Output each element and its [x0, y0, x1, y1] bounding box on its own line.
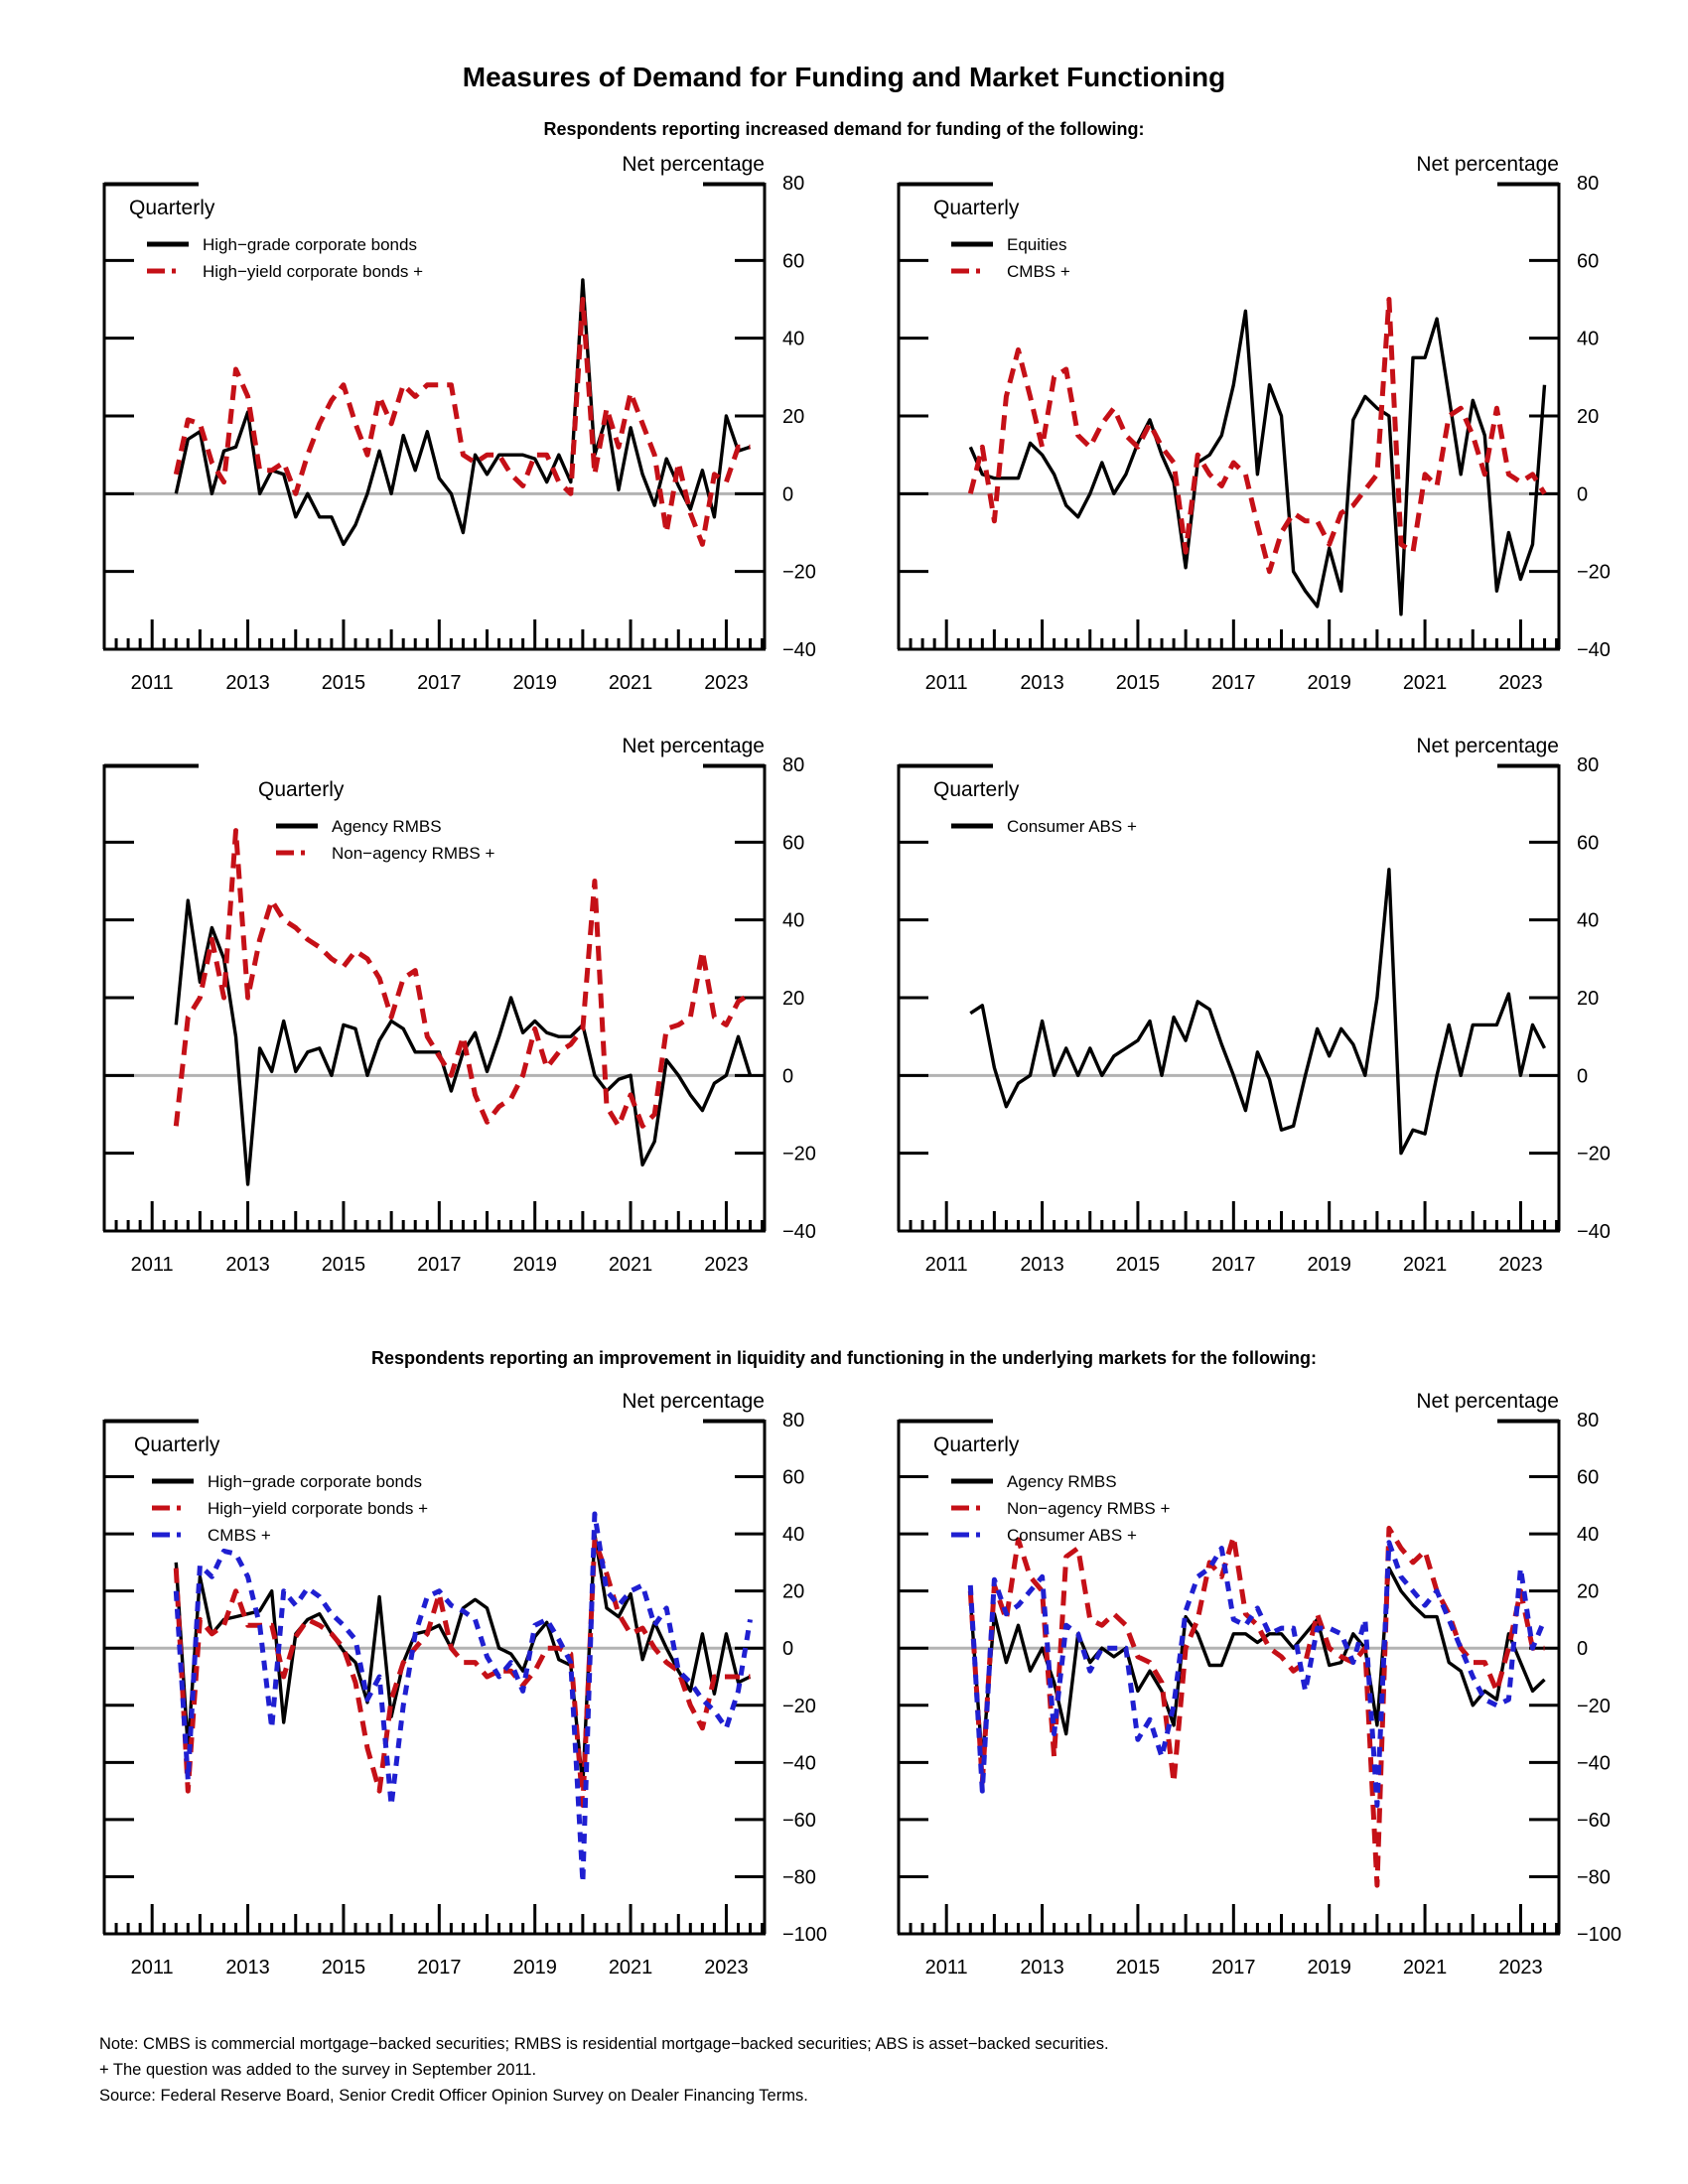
svg-text:−20: −20: [1577, 1143, 1611, 1165]
svg-text:2019: 2019: [512, 672, 557, 694]
svg-text:2021: 2021: [608, 672, 653, 694]
svg-text:Agency RMBS: Agency RMBS: [1007, 1472, 1117, 1491]
svg-text:Consumer ABS +: Consumer ABS +: [1007, 817, 1137, 836]
svg-text:2023: 2023: [1498, 1957, 1543, 1979]
svg-text:−80: −80: [1577, 1866, 1611, 1889]
svg-text:2015: 2015: [1115, 1254, 1161, 1276]
svg-text:0: 0: [1577, 1065, 1589, 1088]
svg-text:2013: 2013: [225, 672, 270, 694]
svg-text:−20: −20: [782, 561, 816, 584]
svg-text:2019: 2019: [512, 1254, 557, 1276]
page-title: Measures of Demand for Funding and Market Functioning: [462, 62, 1226, 92]
svg-text:2021: 2021: [1402, 1254, 1448, 1276]
svg-text:80: 80: [1577, 173, 1600, 195]
svg-text:2011: 2011: [924, 672, 968, 694]
svg-text:−80: −80: [782, 1866, 816, 1889]
svg-text:Net percentage: Net percentage: [622, 153, 765, 176]
svg-text:2017: 2017: [417, 672, 462, 694]
svg-text:CMBS +: CMBS +: [208, 1526, 271, 1545]
svg-text:Quarterly: Quarterly: [129, 197, 215, 219]
svg-text:60: 60: [782, 832, 805, 855]
chart-demand-corporate-bonds: [89, 138, 884, 709]
svg-text:2015: 2015: [321, 1957, 366, 1979]
svg-text:2013: 2013: [1020, 1254, 1064, 1276]
svg-text:Quarterly: Quarterly: [933, 1433, 1020, 1456]
svg-text:Net percentage: Net percentage: [622, 735, 765, 757]
svg-text:Net percentage: Net percentage: [1416, 735, 1559, 757]
svg-text:−40: −40: [782, 1752, 816, 1775]
svg-text:−40: −40: [782, 1221, 816, 1243]
svg-text:−20: −20: [1577, 561, 1611, 584]
svg-text:2019: 2019: [1307, 672, 1351, 694]
svg-text:Net percentage: Net percentage: [622, 1390, 765, 1413]
svg-text:Non−agency RMBS +: Non−agency RMBS +: [1007, 1499, 1171, 1518]
chart-liquidity-rmbs-abs: [884, 1375, 1678, 1993]
svg-text:2021: 2021: [1402, 1957, 1448, 1979]
svg-text:High−grade corporate bonds: High−grade corporate bonds: [208, 1472, 422, 1491]
svg-text:60: 60: [1577, 250, 1600, 273]
svg-text:2011: 2011: [130, 672, 174, 694]
svg-text:2021: 2021: [608, 1957, 653, 1979]
svg-text:2021: 2021: [1402, 672, 1448, 694]
svg-text:−20: −20: [782, 1143, 816, 1165]
svg-text:2015: 2015: [1115, 672, 1161, 694]
svg-text:20: 20: [782, 988, 805, 1010]
svg-text:20: 20: [1577, 988, 1600, 1010]
svg-text:High−yield corporate bonds +: High−yield corporate bonds +: [208, 1499, 429, 1518]
svg-text:80: 80: [1577, 754, 1600, 776]
svg-text:2017: 2017: [417, 1957, 462, 1979]
svg-text:2017: 2017: [1211, 1254, 1256, 1276]
svg-text:−40: −40: [1577, 1752, 1611, 1775]
svg-text:−100: −100: [1577, 1924, 1622, 1946]
svg-text:−60: −60: [1577, 1809, 1611, 1832]
svg-text:20: 20: [782, 1580, 805, 1603]
svg-text:2011: 2011: [130, 1957, 174, 1979]
svg-text:−40: −40: [1577, 1221, 1611, 1243]
svg-text:Quarterly: Quarterly: [258, 778, 345, 801]
svg-text:2011: 2011: [924, 1957, 968, 1979]
svg-text:Quarterly: Quarterly: [933, 778, 1020, 801]
svg-text:2023: 2023: [704, 672, 749, 694]
svg-text:−60: −60: [782, 1809, 816, 1832]
svg-text:0: 0: [782, 1638, 794, 1661]
svg-text:−100: −100: [782, 1924, 828, 1946]
svg-text:80: 80: [782, 754, 805, 776]
svg-text:2019: 2019: [1307, 1957, 1351, 1979]
footnotes: [99, 2031, 1109, 2109]
svg-text:Non−agency RMBS +: Non−agency RMBS +: [332, 844, 495, 863]
svg-text:2023: 2023: [704, 1254, 749, 1276]
svg-text:2019: 2019: [512, 1957, 557, 1979]
svg-text:0: 0: [782, 483, 794, 506]
svg-text:2011: 2011: [130, 1254, 174, 1276]
svg-text:2015: 2015: [321, 1254, 366, 1276]
section1-subtitle: Respondents reporting increased demand for funding of the following:: [543, 119, 1145, 139]
svg-text:−40: −40: [782, 639, 816, 661]
svg-text:Consumer ABS +: Consumer ABS +: [1007, 1526, 1137, 1545]
svg-text:2015: 2015: [321, 672, 366, 694]
svg-text:−20: −20: [1577, 1695, 1611, 1717]
svg-text:2023: 2023: [704, 1957, 749, 1979]
svg-text:0: 0: [1577, 1638, 1589, 1661]
svg-text:2021: 2021: [608, 1254, 653, 1276]
svg-text:60: 60: [1577, 1466, 1600, 1489]
footnote-source: Source: Federal Reserve Board, Senior Credit Officer Opinion Survey on Dealer Financing Terms.: [99, 2087, 808, 2105]
svg-text:2011: 2011: [924, 1254, 968, 1276]
svg-text:40: 40: [782, 1524, 805, 1547]
svg-text:40: 40: [782, 328, 805, 350]
svg-text:2013: 2013: [1020, 672, 1064, 694]
svg-text:60: 60: [782, 250, 805, 273]
svg-text:20: 20: [1577, 1580, 1600, 1603]
svg-text:Net percentage: Net percentage: [1416, 153, 1559, 176]
svg-text:2013: 2013: [225, 1254, 270, 1276]
svg-text:Quarterly: Quarterly: [933, 197, 1020, 219]
chart-demand-equities-cmbs: [884, 138, 1678, 709]
svg-text:2015: 2015: [1115, 1957, 1161, 1979]
chart-demand-consumer-abs: [884, 720, 1678, 1291]
svg-text:0: 0: [782, 1065, 794, 1088]
svg-text:2017: 2017: [417, 1254, 462, 1276]
svg-text:Quarterly: Quarterly: [134, 1433, 220, 1456]
svg-text:80: 80: [1577, 1410, 1600, 1432]
footnote-definitions: Note: CMBS is commercial mortgage−backed securities; RMBS is residential mortgage−backed securities; ABS is asset−backed securities.: [99, 2035, 1109, 2053]
svg-text:40: 40: [1577, 909, 1600, 932]
svg-text:Agency RMBS: Agency RMBS: [332, 817, 442, 836]
footnote-plus: + The question was added to the survey in September 2011.: [99, 2061, 537, 2079]
svg-text:Equities: Equities: [1007, 235, 1067, 254]
svg-text:40: 40: [1577, 1524, 1600, 1547]
svg-text:80: 80: [782, 1410, 805, 1432]
svg-text:−40: −40: [1577, 639, 1611, 661]
svg-text:20: 20: [1577, 406, 1600, 428]
svg-text:Net percentage: Net percentage: [1416, 1390, 1559, 1413]
svg-text:2017: 2017: [1211, 672, 1256, 694]
svg-text:2013: 2013: [1020, 1957, 1064, 1979]
section2-subtitle: Respondents reporting an improvement in liquidity and functioning in the underlying markets for the following:: [370, 1348, 1318, 1368]
svg-text:80: 80: [782, 173, 805, 195]
svg-text:2023: 2023: [1498, 1254, 1543, 1276]
chart-demand-rmbs: [89, 720, 884, 1291]
svg-text:2013: 2013: [225, 1957, 270, 1979]
svg-text:2023: 2023: [1498, 672, 1543, 694]
chart-liquidity-corporate-cmbs: [89, 1375, 884, 1993]
svg-text:40: 40: [1577, 328, 1600, 350]
svg-text:−20: −20: [782, 1695, 816, 1717]
svg-text:40: 40: [782, 909, 805, 932]
svg-text:CMBS +: CMBS +: [1007, 262, 1070, 281]
svg-text:High−grade corporate bonds: High−grade corporate bonds: [203, 235, 417, 254]
svg-text:60: 60: [1577, 832, 1600, 855]
svg-text:20: 20: [782, 406, 805, 428]
svg-text:High−yield corporate bonds +: High−yield corporate bonds +: [203, 262, 424, 281]
svg-text:2017: 2017: [1211, 1957, 1256, 1979]
svg-text:0: 0: [1577, 483, 1589, 506]
svg-text:2019: 2019: [1307, 1254, 1351, 1276]
svg-text:60: 60: [782, 1466, 805, 1489]
